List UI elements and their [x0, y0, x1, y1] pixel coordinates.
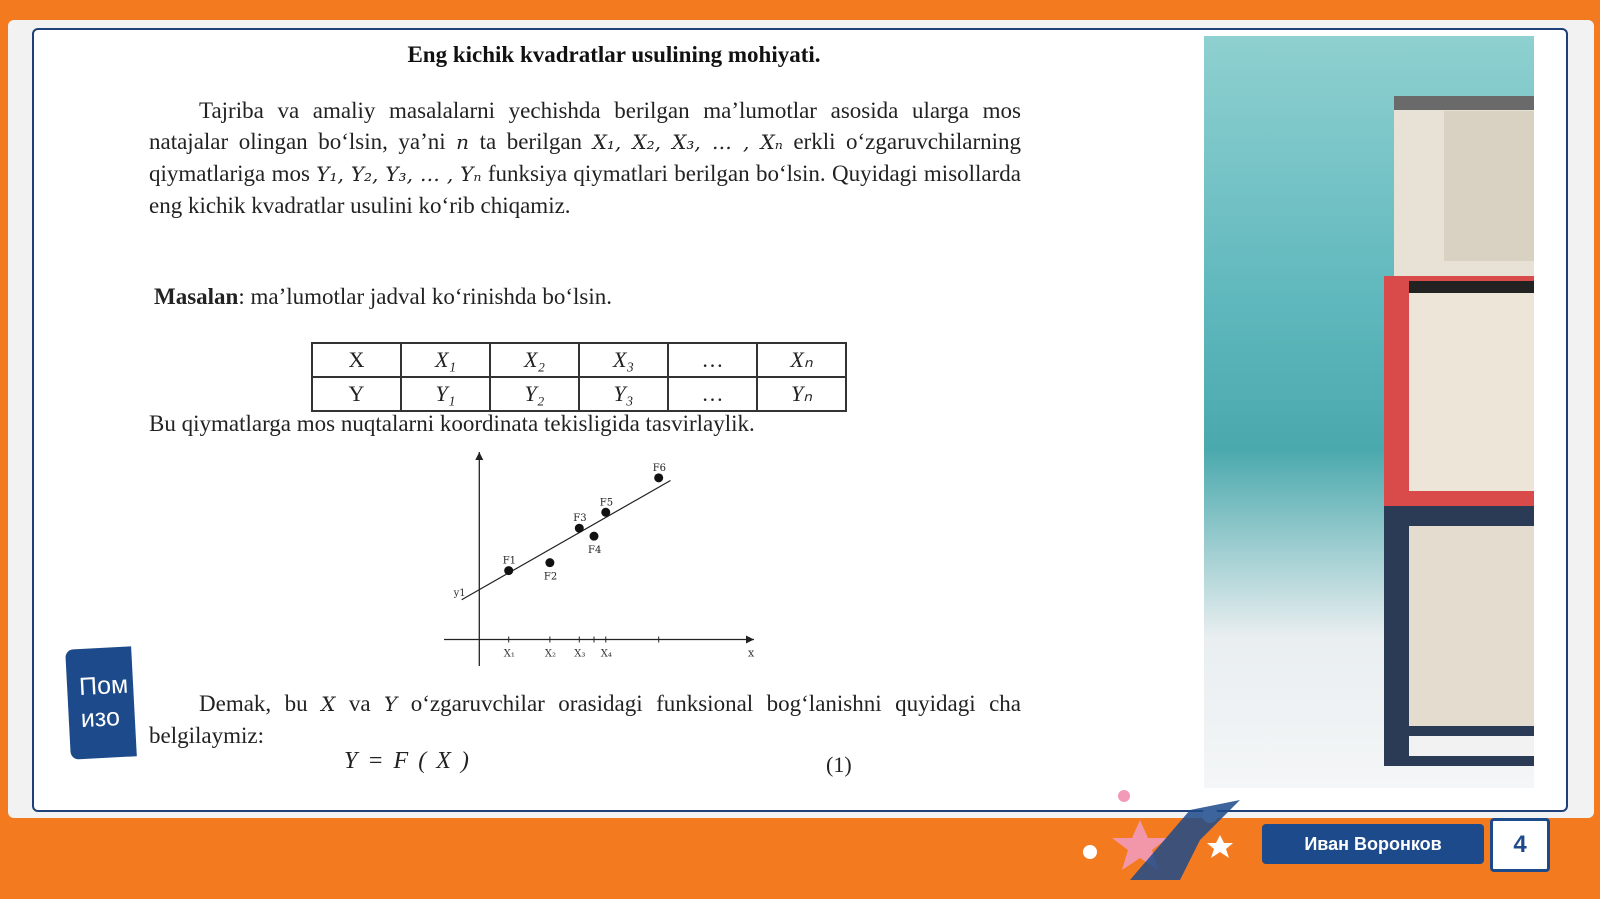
- point-label: F1: [502, 555, 517, 567]
- x-axis-arrow: [746, 636, 754, 644]
- n-symbol: n: [456, 130, 470, 154]
- author-badge: Иван Воронков: [1262, 824, 1484, 864]
- example-label: Masalan: [154, 284, 239, 309]
- table-cell: X₃: [579, 343, 668, 377]
- data-table: [311, 342, 847, 412]
- slide: [32, 28, 1568, 812]
- table-cell: X: [312, 343, 401, 377]
- intro-text-3: erkli o‘zgaruvchilarning qiymatlariga mos: [149, 129, 1021, 186]
- page-number: 4: [1490, 818, 1550, 872]
- table-cell: Y₃: [579, 377, 668, 411]
- table-cell: X₂: [490, 343, 579, 377]
- conclusion-text-3: o‘zgaruvchilar orasidagi funksional bog‘lanishni quyidagi cha belgilaymiz:: [149, 691, 1021, 748]
- intro-text-4: funksiya qiymatlari berilgan bo‘lsin. Quyidagi misollarda eng kichik kvadratlar usulini ko‘rib chiqamiz.: [149, 161, 1022, 218]
- side-tab[interactable]: Пом изо: [65, 646, 137, 759]
- paragraph-intro: [149, 95, 1021, 221]
- y-axis-arrow: [475, 452, 483, 460]
- example-line: [154, 284, 612, 310]
- table-cell: Yₙ: [757, 377, 846, 411]
- intro-text-1: Tajriba va amaliy masalalarni yechishda berilgan ma’lumotlar asosida ularga mos natajalar olingan bo‘lsin, ya’ni: [149, 98, 1021, 154]
- table-cell: Y: [312, 377, 401, 411]
- intro-text-2: ta berilgan: [469, 129, 593, 154]
- table-row-x: [312, 343, 846, 377]
- fit-line: [462, 481, 671, 600]
- data-point: [654, 473, 663, 482]
- data-point: [590, 532, 599, 541]
- x-list: X₁, X₂, X₃, … , Xₙ: [592, 130, 783, 154]
- table-cell: …: [668, 343, 757, 377]
- example-text: : ma’lumotlar jadval ko‘rinishda bo‘lsin.: [238, 284, 613, 309]
- books-image: [1204, 36, 1534, 788]
- point-label: F4: [588, 545, 602, 557]
- table-cell: …: [668, 377, 757, 411]
- y-list: Y₁, Y₂, Y₃, … , Yₙ: [316, 162, 482, 186]
- y-symbol: Y: [384, 692, 398, 716]
- table-row-y: [312, 377, 846, 411]
- data-point: [601, 508, 610, 517]
- data-point: [545, 558, 554, 567]
- scatter-plot: [434, 448, 764, 688]
- x-tick-label: X₂: [544, 648, 557, 660]
- table-cell: Y₁: [401, 377, 490, 411]
- x-tick-label: X₁: [503, 648, 515, 660]
- x-tick-label: X₃: [574, 648, 586, 660]
- conclusion-text-2: va: [335, 691, 385, 716]
- point-label: F6: [652, 462, 667, 474]
- formula-number: (1): [826, 752, 852, 777]
- stars-decoration: [1070, 780, 1270, 880]
- x-axis-label: x: [748, 646, 755, 660]
- conclusion-text-1: Demak, bu: [199, 691, 322, 716]
- point-label: F2: [543, 571, 558, 583]
- point-label: F3: [573, 513, 587, 525]
- data-point: [575, 524, 584, 533]
- x-symbol: X: [321, 692, 336, 716]
- formula: Y = F ( X ): [344, 748, 471, 774]
- paragraph-plot-intro: Bu qiymatlarga mos nuqtalarni koordinata tekisligida tasvirlaylik.: [149, 411, 755, 436]
- table-cell: Xₙ: [757, 343, 846, 377]
- point-label: F5: [599, 497, 614, 509]
- books-photo: [1204, 36, 1534, 788]
- x-tick-label: X₄: [600, 648, 612, 660]
- table-cell: Y₂: [490, 377, 579, 411]
- fit-line-label: y1: [453, 587, 466, 599]
- slide-title: Eng kichik kvadratlar usulining mohiyati.: [407, 42, 821, 67]
- top-orange-band: [0, 0, 1600, 20]
- data-point: [504, 566, 513, 575]
- table-cell: X₁: [401, 343, 490, 377]
- paragraph-conclusion: [149, 688, 1021, 751]
